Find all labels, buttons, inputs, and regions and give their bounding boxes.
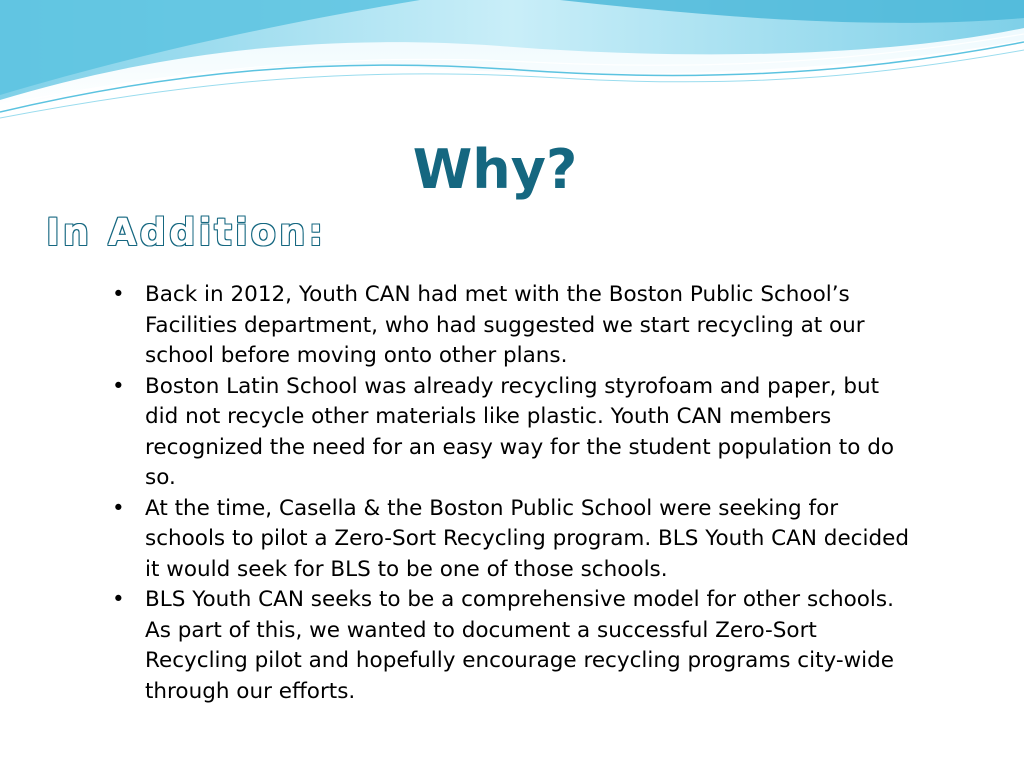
- bullet-item: [112, 585, 912, 707]
- bullet-dot-icon: •: [112, 282, 125, 307]
- bullet-item: [112, 494, 912, 586]
- bullet-list: [112, 280, 912, 707]
- bullet-item: [112, 372, 912, 494]
- slide-title: Why?: [412, 138, 578, 201]
- bullet-item: [112, 280, 912, 372]
- slide-subtitle: In Addition:: [46, 211, 327, 254]
- bullet-dot-icon: •: [112, 373, 125, 399]
- bullet-dot-icon: •: [112, 587, 125, 612]
- bullet-dot-icon: •: [112, 495, 125, 521]
- bullet-text: At the time, Casella & the Boston Public School were seeking for schools to pilot a Zero-Sort Recycling program. BLS Youth CAN decided it would seek for BLS to be one of those schools.: [145, 495, 909, 582]
- bullet-text: Back in 2012, Youth CAN had met with the Boston Public School’s Facilities department, who had suggested we start recycling at our school before moving onto other plans.: [145, 282, 865, 368]
- bullet-text: BLS Youth CAN seeks to be a comprehensive model for other schools. As part of this, we wanted to document a successful Zero-Sort Recycling pilot and hopefully encourage recycling programs city-wide through our efforts.: [145, 587, 895, 704]
- header-wave-decoration: [0, 0, 1024, 125]
- bullet-text: Boston Latin School was already recycling styrofoam and paper, but did not recycle other materials like plastic. Youth CAN members recognized the need for an easy way for the student population to do so.: [145, 373, 895, 490]
